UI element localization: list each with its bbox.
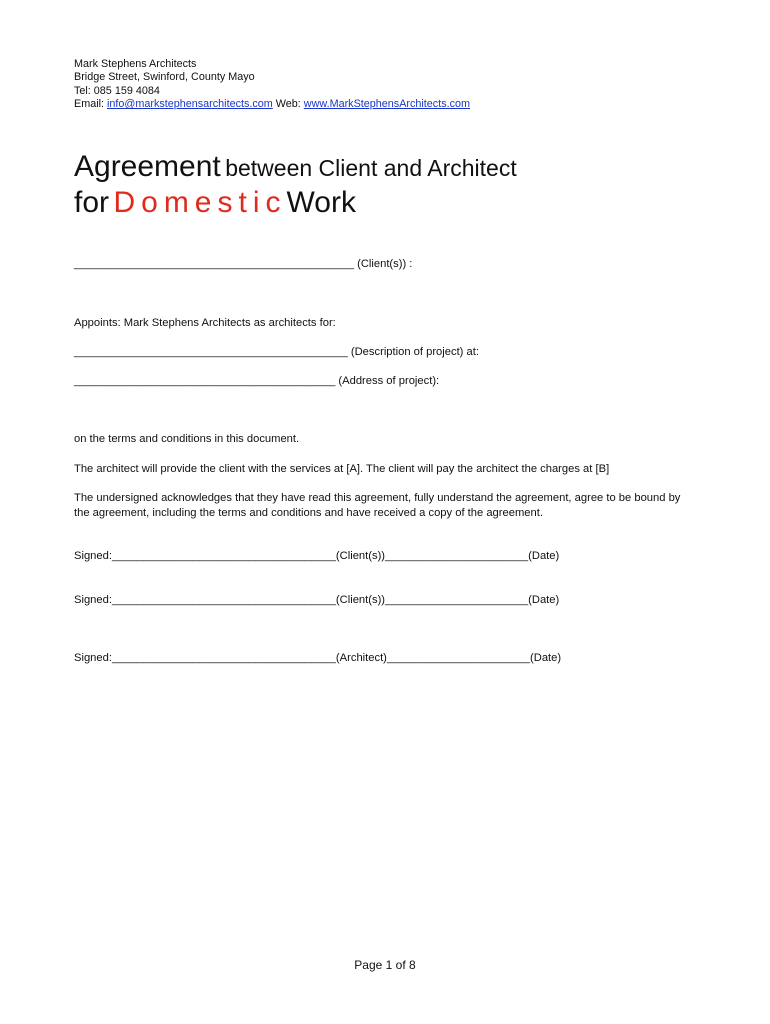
title-for: for [74,186,110,219]
acknowledgement-text: The undersigned acknowledges that they have read this agreement, fully understand the agreement, agree to be bound by the agreement, including the terms and conditions and have received a copy of the agreement. [74,492,681,519]
services-text: The architect will provide the client with the services at [A]. The client will pay the architect the charges at [B] [74,463,610,475]
terms-text: on the terms and conditions in this document. [74,433,300,445]
company-name: Mark Stephens Architects [74,58,197,70]
signature-line-client-1: Signed:____________________________________(Client(s))_______________________(Date) [74,550,560,562]
web-link[interactable]: www.MarkStephensArchitects.com [303,98,471,111]
title-agreement: Agreement [74,150,221,183]
description-line: ____________________________________________ (Description of project) at: [74,346,479,358]
signature-line-client-2: Signed:____________________________________(Client(s))_______________________(Date) [74,594,560,606]
company-address: Bridge Street, Swinford, County Mayo [74,71,255,84]
title-between: between Client and Architect [225,155,517,181]
signature-line-architect: Signed:____________________________________(Architect)_______________________(Date) [74,652,562,664]
letterhead [74,58,470,112]
company-phone: Tel: 085 159 4084 [74,84,160,97]
title-line-2 [74,186,356,220]
client-line: _____________________________________________ (Client(s)) : [74,258,413,270]
page-number: Page 1 of 8 [354,958,416,972]
title-line-1 [74,150,517,184]
address-line: __________________________________________ (Address of project): [74,375,440,387]
title-work: Work [286,186,356,219]
email-label: Email: [74,98,104,111]
contact-line [74,98,470,111]
title-domestic: Domestic [113,186,287,219]
email-link[interactable]: info@markstephensarchitects.com [107,98,273,111]
appoints-text: Appoints: Mark Stephens Architects as architects for: [74,317,336,329]
web-label: Web: [275,98,301,111]
